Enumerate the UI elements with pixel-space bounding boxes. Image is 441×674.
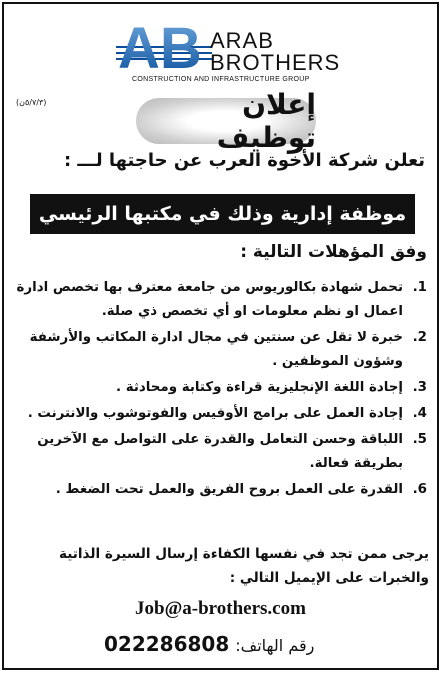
list-item: 3. إجادة اللغة الإنجليزية قراءة وكتابة ومحادثة . [115, 380, 427, 395]
headline-banner [136, 88, 316, 154]
reference-code: (٥/٧/٣ن) [16, 98, 47, 107]
position-title: موظفة إدارية وذلك في مكتبها الرئيسي [38, 203, 407, 225]
phone-number[interactable]: 022286808 [104, 632, 230, 656]
headline: إعلان توظيف [216, 88, 316, 154]
list-item: 4. إجادة العمل على برامج الأوفيس والفوتوشوب والانترنت . [27, 406, 427, 421]
ab-logo-mark [116, 16, 212, 76]
list-item: 6. القدرة على العمل بروح الفريق والعمل تحت الضغط . [55, 482, 427, 497]
job-advertisement [2, 2, 439, 670]
svg-text:AB: AB [118, 16, 202, 76]
list-item: 5. اللباقة وحسن التعامل والقدرة على التواصل مع الآخرين بطريقة فعالة. [37, 432, 427, 471]
email-address[interactable]: Job@a-brothers.com [135, 598, 306, 619]
logo-tagline: CONSTRUCTION AND INFRASTRUCTURE GROUP [132, 76, 310, 83]
phone-line [104, 632, 314, 656]
announcement-text: تعلن شركة الأخوة العرب عن حاجتها لـــ : [63, 150, 425, 171]
qualifications-list [7, 276, 427, 504]
company-logo [116, 16, 341, 83]
list-item: 1. تحمل شهادة بكالوريوس من جامعة معترف بها تخصص ادارة اعمال او نظم معلومات او أي تخصص ذي صلة. [16, 280, 427, 319]
position-bar [30, 194, 415, 234]
logo-line-arab: ARAB [210, 28, 274, 53]
logo-line-brothers: BROTHERS [210, 50, 341, 75]
qualifications-title: وفق المؤهلات التالية : [240, 242, 427, 262]
list-item: 2. خبرة لا تقل عن سنتين في مجال ادارة المكاتب والأرشفة وشؤون الموظفين . [29, 330, 427, 369]
phone-label: رقم الهاتف: [235, 636, 315, 655]
call-to-action: يرجى ممن تجد في نفسها الكفاءة إرسال السيرة الذاتية والخبرات على الإيميل التالي : [58, 546, 429, 586]
